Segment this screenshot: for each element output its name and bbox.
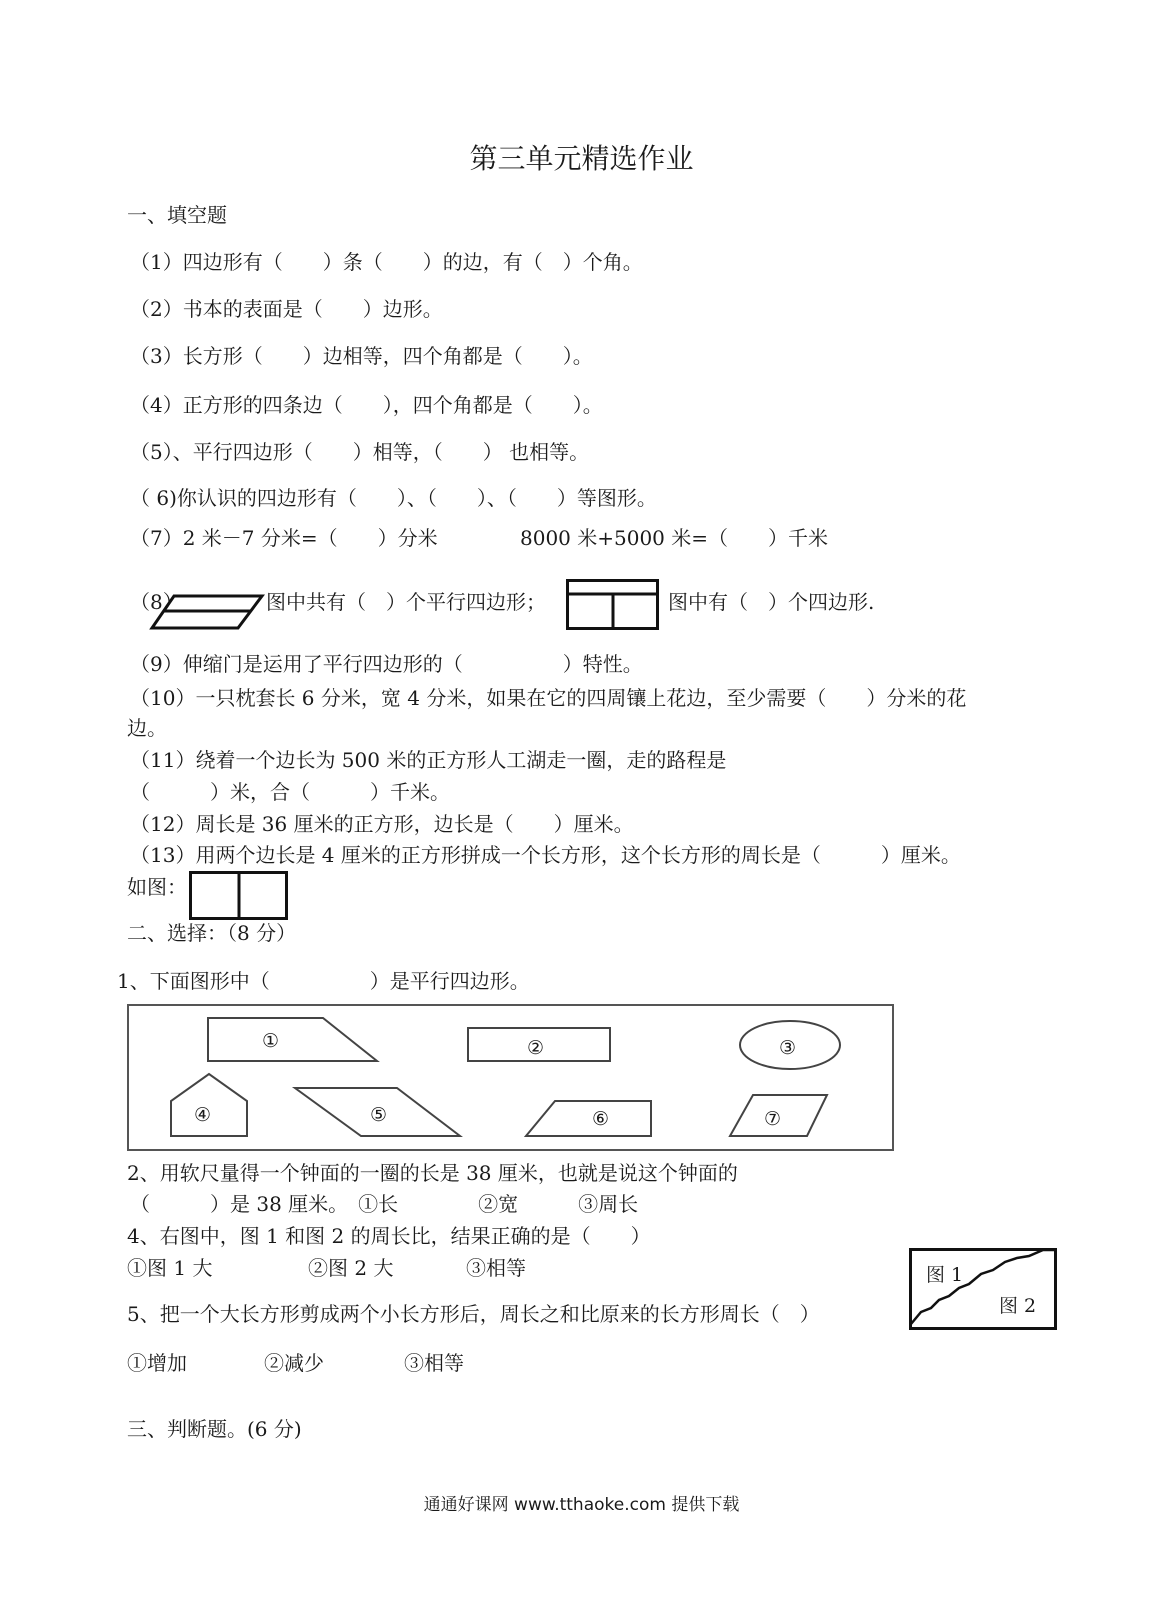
two-squares-figure xyxy=(189,871,289,921)
question-3: （3）长方形（ ）边相等，四个角都是（ ）。 xyxy=(130,344,593,368)
q4-option-1: ①图 1 大 xyxy=(127,1256,213,1280)
choice-question-4: 4、右图中，图 1 和图 2 的周长比，结果正确的是（ ） xyxy=(127,1224,651,1248)
choice-question-2b: （ ）是 38 厘米。 ①长 ②宽 ③周长 xyxy=(130,1192,639,1216)
shape-label-5: ⑤ xyxy=(370,1104,388,1126)
shape-label-3: ③ xyxy=(779,1037,797,1059)
question-12: （12）周长是 36 厘米的正方形，边长是（ ）厘米。 xyxy=(130,812,634,836)
shape-label-2: ② xyxy=(527,1037,545,1059)
q5-option-1: ①增加 xyxy=(127,1351,187,1375)
choice-question-2a: 2、用软尺量得一个钟面的一圈的长是 38 厘米，也就是说这个钟面的 xyxy=(127,1161,738,1185)
perimeter-figure xyxy=(909,1248,1058,1331)
question-4: （4）正方形的四条边（ ），四个角都是（ ）。 xyxy=(130,393,603,417)
q4-option-2: ②图 2 大 xyxy=(308,1256,394,1280)
question-11b: （ ）米，合（ ）千米。 xyxy=(130,780,450,804)
section-heading-true-false: 三、判断题。(6 分) xyxy=(127,1417,302,1441)
shape-label-7: ⑦ xyxy=(764,1108,782,1130)
shape-label-4: ④ xyxy=(194,1104,212,1126)
question-5: （5）、平行四边形（ ）相等，（ ） 也相等。 xyxy=(130,440,590,464)
page-title: 第三单元精选作业 xyxy=(469,142,694,175)
q5-option-3: ③相等 xyxy=(404,1351,464,1375)
question-11a: （11）绕着一个边长为 500 米的正方形人工湖走一圈，走的路程是 xyxy=(130,748,727,772)
parallelogram-figure xyxy=(150,594,265,630)
question-8a: 图中共有（ ）个平行四边形； xyxy=(266,590,546,614)
footer-credit: 通通好课网 www.tthaoke.com 提供下载 xyxy=(423,1495,740,1515)
question-6: （ 6)你认识的四边形有（ ）、（ ）、（ ）等图形。 xyxy=(130,486,657,510)
question-8-prefix: （8） xyxy=(130,590,183,614)
question-9: （9）伸缩门是运用了平行四边形的（ ）特性。 xyxy=(130,652,643,676)
question-7b: 8000 米+5000 米=（ ）千米 xyxy=(520,526,829,550)
question-13b: 如图： xyxy=(127,875,187,899)
question-7a: （7）2 米－7 分米=（ ）分米 xyxy=(130,526,438,550)
question-13a: （13）用两个边长是 4 厘米的正方形拼成一个长方形，这个长方形的周长是（ ）厘米。 xyxy=(130,843,961,867)
figure-1-label: 图 1 xyxy=(926,1264,964,1286)
figure-2-label: 图 2 xyxy=(999,1295,1037,1317)
shape-label-6: ⑥ xyxy=(592,1108,610,1130)
section-heading-choice: 二、选择：（8 分） xyxy=(127,921,297,945)
rectangle-figure xyxy=(566,579,659,630)
choice-question-1: 1、下面图形中（ ）是平行四边形。 xyxy=(117,969,530,993)
question-10a: （10）一只枕套长 6 分米，宽 4 分米，如果在它的四周镶上花边，至少需要（ ）分米的花 xyxy=(130,686,967,710)
question-8b: 图中有（ ）个四边形. xyxy=(668,590,875,614)
question-10b: 边。 xyxy=(127,716,167,740)
choice-question-5: 5、把一个大长方形剪成两个小长方形后，周长之和比原来的长方形周长（ ） xyxy=(127,1302,820,1326)
question-2: （2）书本的表面是（ ）边形。 xyxy=(130,297,443,321)
q4-option-3: ③相等 xyxy=(466,1256,526,1280)
q5-option-2: ②减少 xyxy=(264,1351,324,1375)
question-1: （1）四边形有（ ）条（ ）的边，有（ ）个角。 xyxy=(130,250,643,274)
section-heading-fill-blank: 一、填空题 xyxy=(127,203,227,227)
shape-label-1: ① xyxy=(262,1030,280,1052)
